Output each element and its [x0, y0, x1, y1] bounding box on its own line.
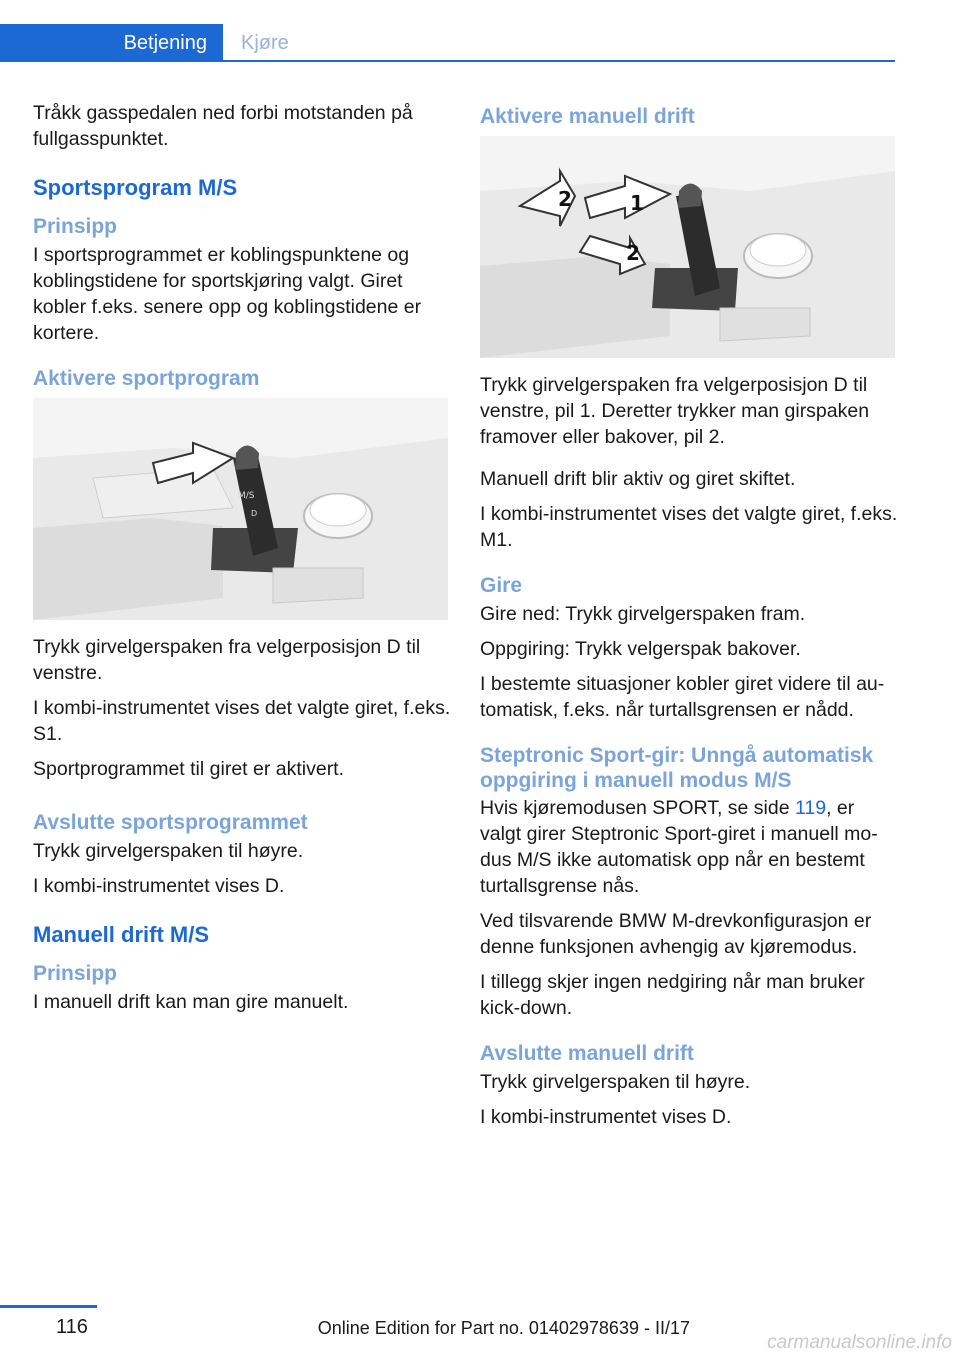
avslutte-manuell-2: I kombi-instrumentet vises D.: [480, 1106, 732, 1128]
footer-accent: [0, 1305, 97, 1308]
arrow-label-2a: 2: [558, 187, 572, 211]
sport-step-3: Sportprogrammet til giret er aktivert.: [33, 758, 345, 780]
avslutte-manuell-1: Trykk girvelgerspaken til høyre.: [480, 1071, 751, 1093]
heading-sportsprogram: Sportsprogram M/S: [33, 175, 238, 200]
avslutte-sport-1: Trykk girvelgerspaken til høyre.: [33, 840, 304, 862]
left-column: [33, 100, 451, 1024]
manuell-step-1: Trykk girvelgerspaken fra velgerposisjon D til venstre, pil 1. Deretter trykker man girspaken framover eller bakover, pil 2.: [480, 374, 870, 448]
heading-avslutte-sportsprogrammet: Avslutte sportsprogrammet: [33, 811, 308, 834]
header-accent: [0, 24, 20, 62]
gear-lever-illustration-sport: [33, 398, 448, 620]
prinsipp-text: I sportsprogrammet er koblingspunktene og koblingstidene for sportskjøring valgt. Giret kobler f.eks. senere opp og koblingstidene er kortere.: [33, 244, 422, 344]
avslutte-sport-2: I kombi-instrumentet vises D.: [33, 875, 285, 897]
svg-text:D: D: [251, 509, 258, 518]
heading-steptronic: Steptronic Sport-gir: Unngå automatisk oppgiring i manuell modus M/S: [480, 744, 874, 792]
heading-aktivere-manuell-drift: Aktivere manuell drift: [480, 105, 695, 128]
heading-avslutte-manuell-drift: Avslutte manuell drift: [480, 1042, 694, 1065]
sport-step-1: Trykk girvelgerspaken fra velgerposisjon D til venstre.: [33, 636, 421, 684]
heading-manuell-drift: Manuell drift M/S: [33, 922, 209, 947]
tab-kjore[interactable]: Kjøre: [241, 32, 289, 54]
sport-step-2: I kombi-instrumentet vises det valgte giret, f.eks. S1.: [33, 697, 451, 745]
heading-gire: Gire: [480, 574, 523, 597]
page-number: 116: [56, 1316, 88, 1338]
header-bar: [0, 24, 895, 62]
steptronic-text-1: [480, 795, 898, 899]
heading-prinsipp-2: Prinsipp: [33, 962, 118, 985]
heading-prinsipp: Prinsipp: [33, 215, 118, 238]
watermark: carmanualsonline.info: [767, 1332, 952, 1353]
steptronic-text-2: Ved tilsvarende BMW M-drevkonfigurasjon er denne funksjonen avhengig av kjøremodus.: [480, 910, 872, 958]
tab-betjening[interactable]: Betjening: [20, 24, 223, 62]
steptronic-text-1b: , er valgt girer Steptronic Sport-giret i manuell mo-dus M/S ikke automatisk opp når en bestemt turtallsgrense nås.: [480, 797, 878, 897]
right-column: [480, 100, 898, 1139]
gire-text-1: Gire ned: Trykk girvelgerspaken fram.: [480, 603, 806, 625]
svg-text:M/S: M/S: [238, 491, 255, 501]
gear-lever-illustration-manual: [480, 136, 895, 358]
manuell-step-2: Manuell drift blir aktiv og giret skiftet.: [480, 468, 796, 490]
steptronic-text-1a: Hvis kjøremodusen SPORT, se side: [480, 797, 795, 819]
edition-text: Online Edition for Part no. 01402978639 - II/17: [317, 1318, 690, 1338]
arrow-label-2b: 2: [626, 241, 640, 265]
manuell-step-3: I kombi-instrumentet vises det valgte giret, f.eks. M1.: [480, 503, 898, 551]
gire-text-2: Oppgiring: Trykk velgerspak bakover.: [480, 638, 801, 660]
intro-text: Tråkk gasspedalen ned forbi motstanden på fullgasspunktet.: [33, 102, 413, 150]
page-link-119[interactable]: 119: [795, 797, 827, 819]
prinsipp-2-text: I manuell drift kan man gire manuelt.: [33, 991, 349, 1013]
steptronic-text-3: I tillegg skjer ingen nedgiring når man bruker kick-down.: [480, 971, 865, 1019]
gire-text-3: I bestemte situasjoner kobler giret videre til au-tomatisk, f.eks. når turtallsgrensen er nådd.: [480, 673, 885, 721]
header-rule: [223, 60, 895, 62]
arrow-label-1: 1: [630, 191, 644, 215]
heading-aktivere-sportprogram: Aktivere sportprogram: [33, 367, 260, 390]
